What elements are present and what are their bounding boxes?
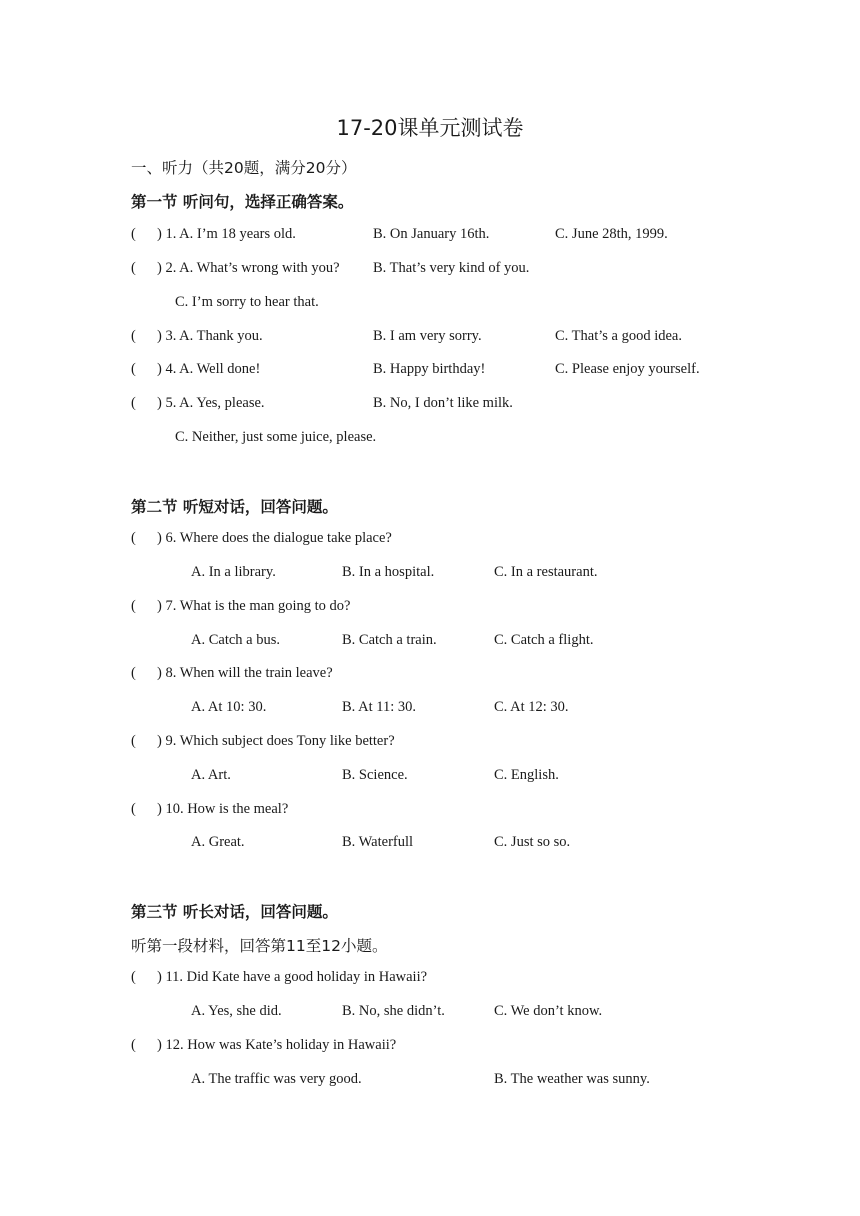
option-a: A. Catch a bus. — [191, 632, 280, 648]
answer-blank-open: ( — [131, 733, 136, 749]
option-c: C. English. — [494, 767, 559, 783]
question-stem: ) 6. Where does the dialogue take place? — [157, 530, 392, 546]
option-c: C. Neither, just some juice, please. — [175, 429, 377, 445]
section3-heading: 第三节 听长对话，回答问题。 — [131, 903, 338, 921]
option-b: B. No, I don’t like milk. — [373, 395, 513, 411]
answer-blank-open: ( — [131, 260, 136, 276]
question-stem: ) 12. How was Kate’s holiday in Hawaii? — [157, 1037, 397, 1053]
option-b: B. No, she didn’t. — [342, 1003, 445, 1019]
answer-blank-open: ( — [131, 969, 136, 985]
option-b: B. In a hospital. — [342, 564, 435, 580]
answer-blank-open: ( — [131, 395, 136, 411]
option-a: A. The traffic was very good. — [191, 1071, 362, 1087]
option-c: C. Just so so. — [494, 834, 571, 850]
option-b: B. Science. — [342, 767, 408, 783]
section1-heading: 第一节 听问句，选择正确答案。 — [131, 193, 354, 211]
option-b: B. Waterfull — [342, 834, 414, 850]
answer-blank-open: ( — [131, 801, 136, 817]
option-a: A. Yes, she did. — [191, 1003, 282, 1019]
option-c: C. We don’t know. — [494, 1003, 603, 1019]
option-b: B. That’s very kind of you. — [373, 260, 530, 276]
answer-blank-open: ( — [131, 226, 136, 242]
option-b: B. At 11: 30. — [342, 699, 416, 715]
option-a: A. Art. — [191, 767, 231, 783]
option-c: C. I’m sorry to hear that. — [175, 294, 319, 310]
answer-blank-open: ( — [131, 361, 136, 377]
question-stem: ) 1. A. I’m 18 years old. — [157, 226, 296, 242]
question-stem: ) 8. When will the train leave? — [157, 665, 333, 681]
section3-instruction: 听第一段材料，回答第11至12小题。 — [131, 937, 388, 955]
answer-blank-open: ( — [131, 665, 136, 681]
question-stem: ) 10. How is the meal? — [157, 801, 289, 817]
option-c: C. In a restaurant. — [494, 564, 598, 580]
option-c: C. Catch a flight. — [494, 632, 594, 648]
answer-blank-open: ( — [131, 1037, 136, 1053]
question-stem: ) 7. What is the man going to do? — [157, 598, 351, 614]
option-b: B. Catch a train. — [342, 632, 437, 648]
option-c: C. That’s a good idea. — [555, 328, 682, 344]
question-stem: ) 11. Did Kate have a good holiday in Hawaii? — [157, 969, 428, 985]
option-b: B. Happy birthday! — [373, 361, 486, 377]
part-heading: 一、听力（共20题，满分20分） — [131, 159, 357, 177]
option-a: A. Great. — [191, 834, 245, 850]
answer-blank-open: ( — [131, 598, 136, 614]
question-stem: ) 2. A. What’s wrong with you? — [157, 260, 340, 276]
question-stem: ) 3. A. Thank you. — [157, 328, 263, 344]
question-stem: ) 5. A. Yes, please. — [157, 395, 265, 411]
question-stem: ) 4. A. Well done! — [157, 361, 261, 377]
option-c: C. June 28th, 1999. — [555, 226, 668, 242]
option-b: B. I am very sorry. — [373, 328, 482, 344]
option-b: B. On January 16th. — [373, 226, 490, 242]
option-a: A. In a library. — [191, 564, 276, 580]
question-stem: ) 9. Which subject does Tony like better? — [157, 733, 395, 749]
answer-blank-open: ( — [131, 530, 136, 546]
option-b: B. The weather was sunny. — [494, 1071, 650, 1087]
option-c: C. Please enjoy yourself. — [555, 361, 700, 377]
document-title: 17-20课单元测试卷 — [336, 116, 524, 140]
answer-blank-open: ( — [131, 328, 136, 344]
option-a: A. At 10: 30. — [191, 699, 267, 715]
option-c: C. At 12: 30. — [494, 699, 569, 715]
section2-heading: 第二节 听短对话，回答问题。 — [131, 498, 338, 516]
